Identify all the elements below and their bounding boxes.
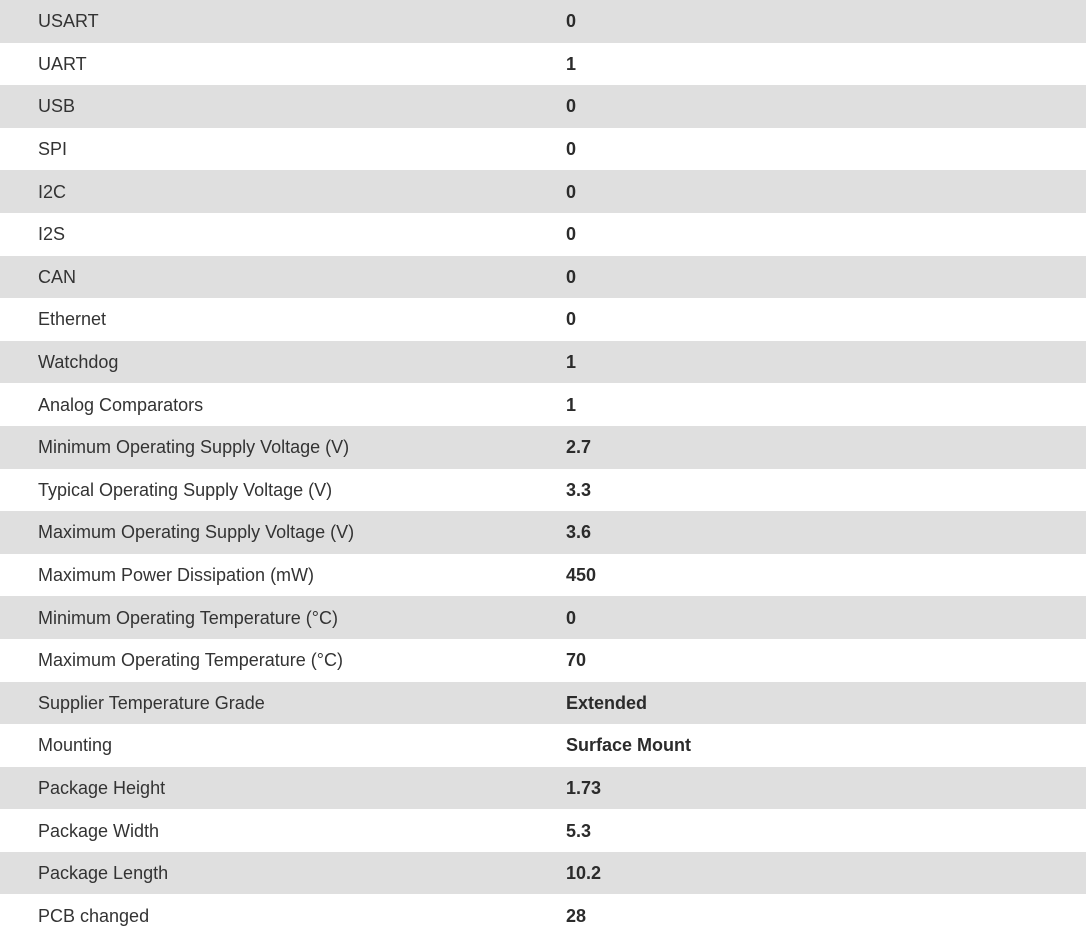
spec-row-min-operating-temp [0, 596, 1086, 639]
spec-name: Typical Operating Supply Voltage (V) [38, 479, 333, 500]
spec-row-analog-comparators [0, 383, 1086, 426]
spec-name: SPI [38, 139, 68, 160]
spec-name: I2S [38, 224, 66, 245]
spec-value: 0 [566, 266, 577, 287]
spec-row-package-height [0, 767, 1086, 810]
spec-name: Minimum Operating Temperature (°C) [38, 607, 338, 628]
spec-value: Surface Mount [566, 735, 692, 756]
spec-row-mounting [0, 724, 1086, 767]
spec-value: Extended [566, 692, 648, 713]
spec-name: Minimum Operating Supply Voltage (V) [38, 437, 350, 458]
spec-name: Maximum Operating Temperature (°C) [38, 650, 343, 671]
spec-row-max-supply-voltage [0, 511, 1086, 554]
spec-value: 0 [566, 139, 577, 160]
spec-row-max-operating-temp [0, 639, 1086, 682]
spec-name: UART [38, 53, 87, 74]
spec-value: 0 [566, 309, 577, 330]
spec-row-package-length [0, 852, 1086, 895]
spec-row-min-supply-voltage [0, 426, 1086, 469]
spec-row-uart [0, 43, 1086, 86]
spec-value: 0 [566, 96, 577, 117]
spec-value: 28 [566, 905, 587, 926]
spec-value: 2.7 [566, 437, 592, 458]
spec-value: 3.3 [566, 479, 592, 500]
spec-name: Maximum Operating Supply Voltage (V) [38, 522, 355, 543]
spec-name: Maximum Power Dissipation (mW) [38, 565, 315, 586]
spec-value: 1 [566, 53, 577, 74]
spec-value: 1 [566, 394, 577, 415]
spec-row-ethernet [0, 298, 1086, 341]
spec-name: I2C [38, 181, 67, 202]
spec-value: 70 [566, 650, 587, 671]
spec-row-i2c [0, 170, 1086, 213]
spec-value: 3.6 [566, 522, 592, 543]
spec-value: 10.2 [566, 863, 602, 884]
spec-value: 5.3 [566, 820, 592, 841]
spec-name: Package Width [38, 820, 160, 841]
spec-row-can [0, 256, 1086, 299]
spec-value: 1.73 [566, 777, 602, 798]
spec-row-typ-supply-voltage [0, 469, 1086, 512]
spec-name: Watchdog [38, 352, 119, 373]
spec-name: Ethernet [38, 309, 107, 330]
spec-name: Mounting [38, 735, 113, 756]
spec-value: 1 [566, 352, 577, 373]
spec-name: Package Height [38, 777, 166, 798]
spec-row-i2s [0, 213, 1086, 256]
spec-row-package-width [0, 809, 1086, 852]
spec-value: 0 [566, 11, 577, 32]
spec-row-spi [0, 128, 1086, 171]
spec-row-usb [0, 85, 1086, 128]
spec-value: 450 [566, 565, 597, 586]
spec-row-max-power-dissipation [0, 554, 1086, 597]
spec-value: 0 [566, 181, 577, 202]
spec-row-watchdog [0, 341, 1086, 384]
spec-row-usart [0, 0, 1086, 43]
spec-value: 0 [566, 224, 577, 245]
spec-row-supplier-temp-grade [0, 682, 1086, 725]
spec-name: CAN [38, 266, 77, 287]
spec-value: 0 [566, 607, 577, 628]
spec-name: USART [38, 11, 99, 32]
spec-name: PCB changed [38, 905, 150, 926]
spec-name: Supplier Temperature Grade [38, 692, 265, 713]
spec-name: USB [38, 96, 76, 117]
spec-name: Package Length [38, 863, 169, 884]
spec-name: Analog Comparators [38, 394, 204, 415]
